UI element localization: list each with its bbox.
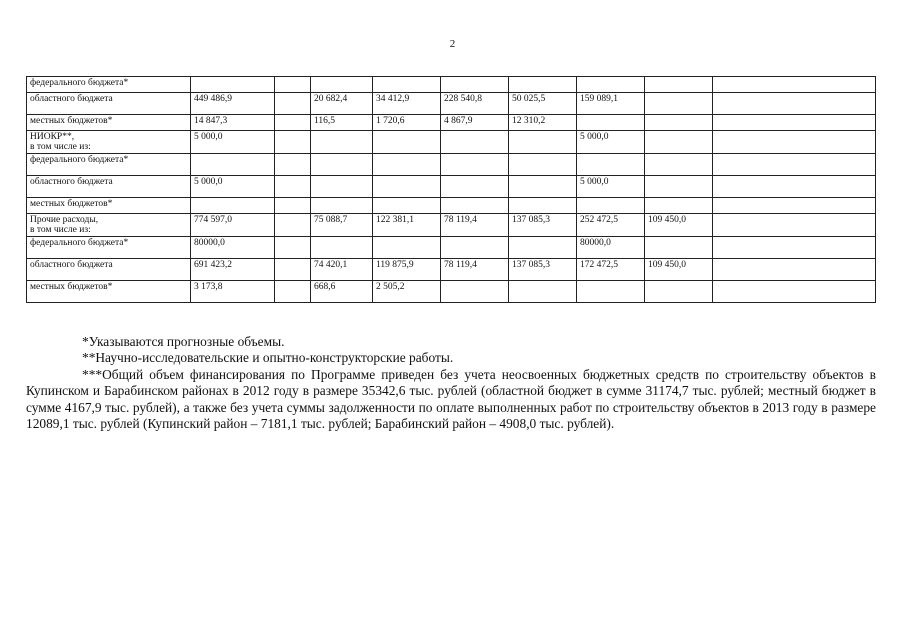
value-cell — [713, 93, 876, 115]
value-cell: 78 119,4 — [441, 259, 509, 281]
table-row — [27, 259, 876, 281]
value-cell — [275, 281, 311, 303]
value-cell — [509, 131, 577, 154]
value-cell: 50 025,5 — [509, 93, 577, 115]
value-cell — [713, 198, 876, 214]
table-row — [27, 77, 876, 93]
table-row — [27, 115, 876, 131]
value-cell — [311, 77, 373, 93]
row-label-cell: местных бюджетов* — [27, 198, 191, 214]
value-cell — [577, 154, 645, 176]
value-cell — [577, 115, 645, 131]
value-cell — [275, 93, 311, 115]
value-cell — [509, 176, 577, 198]
row-label-cell: федерального бюджета* — [27, 77, 191, 93]
value-cell — [645, 115, 713, 131]
value-cell: 116,5 — [311, 115, 373, 131]
value-cell — [645, 281, 713, 303]
table-row — [27, 281, 876, 303]
value-cell — [441, 131, 509, 154]
value-cell — [509, 198, 577, 214]
table-row — [27, 176, 876, 198]
value-cell — [509, 237, 577, 259]
table-row — [27, 198, 876, 214]
value-cell — [441, 77, 509, 93]
value-cell: 4 867,9 — [441, 115, 509, 131]
value-cell — [275, 198, 311, 214]
value-cell — [275, 214, 311, 237]
value-cell — [645, 176, 713, 198]
value-cell — [311, 176, 373, 198]
value-cell — [441, 176, 509, 198]
value-cell — [509, 154, 577, 176]
row-label-cell: областного бюджета — [27, 259, 191, 281]
footnote-total-financing: ***Общий объем финансирования по Программе приведен без учета неосвоенных бюджетных средств по строительству объектов в Купинском и Барабинском районах в 2012 году в размере 35342,6 тыс. рублей (областной бюджет в сумме 31174,7 тыс. рублей; местный бюджет в сумме 4167,9 тыс. рублей), а также без учета суммы задолженности по оплате выполненных работ по строительству объектов в 2013 году в размере 12089,1 тыс. рублей (Купинский район – 7181,1 тыс. рублей; Барабинский район – 4908,0 тыс. рублей). — [26, 366, 876, 432]
value-cell — [645, 93, 713, 115]
value-cell: 5 000,0 — [577, 176, 645, 198]
value-cell: 80000,0 — [577, 237, 645, 259]
value-cell — [713, 131, 876, 154]
budget-table-body — [27, 77, 876, 303]
value-cell: 3 173,8 — [191, 281, 275, 303]
value-cell: 172 472,5 — [577, 259, 645, 281]
value-cell — [373, 154, 441, 176]
value-cell — [373, 131, 441, 154]
value-cell — [275, 154, 311, 176]
value-cell — [311, 131, 373, 154]
value-cell: 668,6 — [311, 281, 373, 303]
value-cell: 2 505,2 — [373, 281, 441, 303]
value-cell: 20 682,4 — [311, 93, 373, 115]
value-cell — [441, 281, 509, 303]
value-cell — [191, 154, 275, 176]
value-cell: 252 472,5 — [577, 214, 645, 237]
value-cell: 5 000,0 — [191, 131, 275, 154]
value-cell: 449 486,9 — [191, 93, 275, 115]
table-row — [27, 154, 876, 176]
value-cell — [577, 198, 645, 214]
row-label-cell: НИОКР**, в том числе из: — [27, 131, 191, 154]
value-cell: 119 875,9 — [373, 259, 441, 281]
value-cell — [577, 77, 645, 93]
footnotes — [26, 334, 876, 432]
value-cell — [509, 281, 577, 303]
value-cell — [275, 115, 311, 131]
value-cell — [713, 259, 876, 281]
value-cell — [275, 237, 311, 259]
table-row — [27, 214, 876, 237]
value-cell: 159 089,1 — [577, 93, 645, 115]
value-cell: 5 000,0 — [577, 131, 645, 154]
value-cell — [373, 77, 441, 93]
value-cell — [311, 154, 373, 176]
value-cell: 109 450,0 — [645, 214, 713, 237]
value-cell — [509, 77, 577, 93]
footnote-niokr: **Научно-исследовательские и опытно-конструкторские работы. — [82, 350, 454, 366]
value-cell: 774 597,0 — [191, 214, 275, 237]
value-cell — [191, 77, 275, 93]
value-cell — [713, 115, 876, 131]
value-cell — [645, 237, 713, 259]
value-cell — [645, 198, 713, 214]
value-cell: 1 720,6 — [373, 115, 441, 131]
value-cell — [645, 154, 713, 176]
value-cell — [713, 77, 876, 93]
value-cell: 5 000,0 — [191, 176, 275, 198]
value-cell: 122 381,1 — [373, 214, 441, 237]
value-cell — [577, 281, 645, 303]
value-cell — [191, 198, 275, 214]
row-label-cell: областного бюджета — [27, 176, 191, 198]
value-cell — [441, 198, 509, 214]
value-cell — [275, 77, 311, 93]
row-label-cell: федерального бюджета* — [27, 237, 191, 259]
value-cell — [373, 237, 441, 259]
row-label-cell: Прочие расходы, в том числе из: — [27, 214, 191, 237]
value-cell — [275, 176, 311, 198]
value-cell: 137 085,3 — [509, 259, 577, 281]
value-cell: 12 310,2 — [509, 115, 577, 131]
value-cell — [713, 154, 876, 176]
value-cell: 75 088,7 — [311, 214, 373, 237]
table-row — [27, 237, 876, 259]
value-cell: 14 847,3 — [191, 115, 275, 131]
value-cell — [311, 198, 373, 214]
value-cell: 74 420,1 — [311, 259, 373, 281]
value-cell — [713, 176, 876, 198]
budget-table — [26, 76, 876, 303]
value-cell — [645, 131, 713, 154]
value-cell — [275, 131, 311, 154]
table-row — [27, 131, 876, 154]
value-cell: 80000,0 — [191, 237, 275, 259]
row-label-cell: местных бюджетов* — [27, 115, 191, 131]
value-cell: 34 412,9 — [373, 93, 441, 115]
value-cell — [373, 198, 441, 214]
value-cell: 78 119,4 — [441, 214, 509, 237]
value-cell: 691 423,2 — [191, 259, 275, 281]
value-cell — [311, 237, 373, 259]
value-cell — [713, 281, 876, 303]
value-cell: 137 085,3 — [509, 214, 577, 237]
value-cell — [713, 237, 876, 259]
value-cell: 228 540,8 — [441, 93, 509, 115]
value-cell — [713, 214, 876, 237]
value-cell — [441, 154, 509, 176]
value-cell — [275, 259, 311, 281]
row-label-cell: областного бюджета — [27, 93, 191, 115]
value-cell — [441, 237, 509, 259]
value-cell: 109 450,0 — [645, 259, 713, 281]
page-number: 2 — [449, 38, 456, 50]
footnote-forecast: *Указываются прогнозные объемы. — [82, 334, 285, 349]
row-label-cell: федерального бюджета* — [27, 154, 191, 176]
table-row — [27, 93, 876, 115]
value-cell — [373, 176, 441, 198]
row-label-cell: местных бюджетов* — [27, 281, 191, 303]
value-cell — [645, 77, 713, 93]
